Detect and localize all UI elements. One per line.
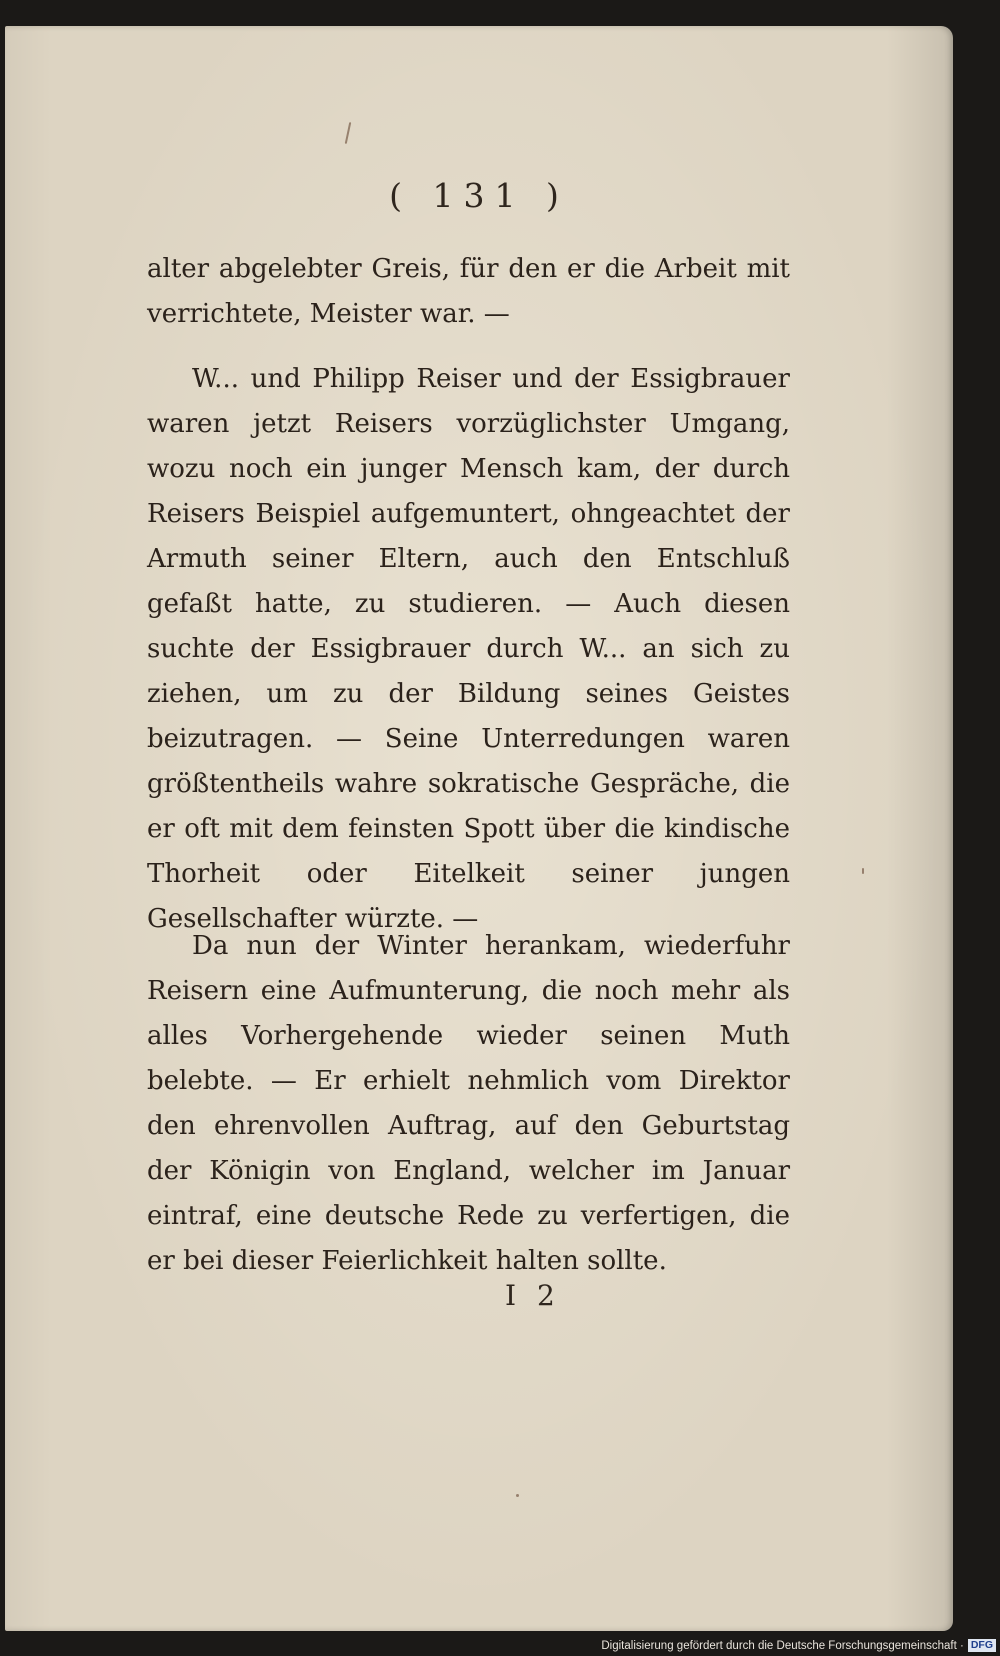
separator: · bbox=[956, 1639, 964, 1652]
footer-credit: Digitalisierung gefördert durch die Deutsche Forschungsgemeinschaft bbox=[601, 1639, 957, 1652]
page-number: ( 131 ) bbox=[389, 176, 569, 215]
paragraph-continuation: alter abgelebter Greis, für den er die Arbeit mit verrichtete, Meister war. — bbox=[147, 254, 790, 329]
ink-mark bbox=[345, 122, 352, 144]
paragraph: Da nun der Winter herankam, wiederfuhr Reisern eine Aufmunterung, die noch mehr als alles Vorhergehende wieder seinen Muth belebte. — Er erhielt nehmlich vom Direktor den ehrenvollen Auftrag, auf den Geburtstag der Königin von England, welcher im Januar eintraf, eine deutsche Rede zu verfertigen, die er bei dieser Feierlichkeit halten sollte. bbox=[147, 931, 790, 1276]
signature-mark: I 2 bbox=[505, 1279, 561, 1312]
ink-speck bbox=[516, 1494, 519, 1497]
paragraph: W... und Philipp Reiser und der Essigbrauer waren jetzt Reisers vorzüglichster Umgang, wozu noch ein junger Mensch kam, der durch Reisers Beispiel aufgemuntert, ohngeachtet der Armuth seiner Eltern, auch den Entschluß gefaßt hatte, zu studieren. — Auch diesen suchte der Essigbrauer durch W... an sich zu ziehen, um zu der Bildung seines Geistes beizutragen. — Seine Unterredungen waren größtentheils wahre sokratische Gespräche, die er oft mit dem feinsten Spott über die kindische Thorheit oder Eitelkeit seiner jungen Gesellschafter würzte. — bbox=[147, 364, 790, 934]
dfg-logo-icon: DFG bbox=[968, 1639, 996, 1652]
ink-speck bbox=[862, 868, 864, 874]
book-page bbox=[5, 26, 953, 1631]
digitization-footer bbox=[601, 1637, 996, 1654]
